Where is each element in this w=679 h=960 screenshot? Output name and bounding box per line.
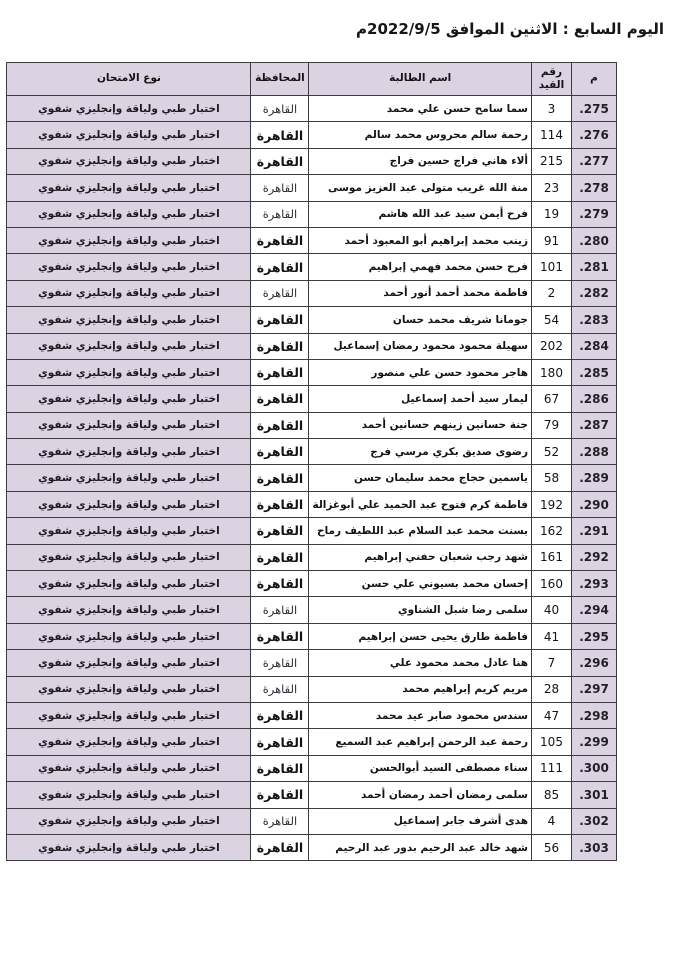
governorate-cell: القاهرة bbox=[251, 782, 309, 808]
header-exam-type: نوع الامتحان bbox=[7, 63, 251, 96]
registration-number-cell: 58 bbox=[532, 465, 572, 491]
student-name-cell: رحمة عبد الرحمن إبراهيم عبد السميع bbox=[309, 729, 532, 755]
governorate-cell: القاهرة bbox=[251, 702, 309, 728]
registration-number-cell: 202 bbox=[532, 333, 572, 359]
governorate-cell: القاهرة bbox=[251, 544, 309, 570]
registration-number-cell: 111 bbox=[532, 755, 572, 781]
governorate-cell: القاهرة bbox=[251, 650, 309, 676]
registration-number-cell: 67 bbox=[532, 386, 572, 412]
exam-type-cell: اختبار طبي ولياقة وإنجليزي شفوي bbox=[7, 597, 251, 623]
table-row bbox=[7, 280, 617, 306]
exam-type-cell: اختبار طبي ولياقة وإنجليزي شفوي bbox=[7, 834, 251, 860]
row-serial-cell: 291. bbox=[572, 518, 617, 544]
table-row bbox=[7, 122, 617, 148]
student-name-cell: سلمى رمضان أحمد رمضان أحمد bbox=[309, 782, 532, 808]
governorate-cell: القاهرة bbox=[251, 676, 309, 702]
student-name-cell: سناء مصطفى السيد أبوالحسن bbox=[309, 755, 532, 781]
table-row bbox=[7, 491, 617, 517]
row-serial-cell: 289. bbox=[572, 465, 617, 491]
student-name-cell: شهد رجب شعبان حفني إبراهيم bbox=[309, 544, 532, 570]
registration-number-cell: 47 bbox=[532, 702, 572, 728]
row-serial-cell: 281. bbox=[572, 254, 617, 280]
registration-number-cell: 7 bbox=[532, 650, 572, 676]
exam-type-cell: اختبار طبي ولياقة وإنجليزي شفوي bbox=[7, 333, 251, 359]
table-row bbox=[7, 544, 617, 570]
exam-type-cell: اختبار طبي ولياقة وإنجليزي شفوي bbox=[7, 465, 251, 491]
exam-type-cell: اختبار طبي ولياقة وإنجليزي شفوي bbox=[7, 676, 251, 702]
table-row bbox=[7, 782, 617, 808]
row-serial-cell: 279. bbox=[572, 201, 617, 227]
exam-type-cell: اختبار طبي ولياقة وإنجليزي شفوي bbox=[7, 227, 251, 253]
exam-type-cell: اختبار طبي ولياقة وإنجليزي شفوي bbox=[7, 782, 251, 808]
exam-type-cell: اختبار طبي ولياقة وإنجليزي شفوي bbox=[7, 755, 251, 781]
governorate-cell: القاهرة bbox=[251, 623, 309, 649]
exam-type-cell: اختبار طبي ولياقة وإنجليزي شفوي bbox=[7, 201, 251, 227]
table-row bbox=[7, 148, 617, 174]
header-registration-number: رقم القيد bbox=[532, 63, 572, 96]
exam-type-cell: اختبار طبي ولياقة وإنجليزي شفوي bbox=[7, 307, 251, 333]
governorate-cell: القاهرة bbox=[251, 333, 309, 359]
row-serial-cell: 296. bbox=[572, 650, 617, 676]
table-row bbox=[7, 834, 617, 860]
table-row bbox=[7, 201, 617, 227]
registration-number-cell: 40 bbox=[532, 597, 572, 623]
registration-number-cell: 180 bbox=[532, 359, 572, 385]
student-name-cell: جومانا شريف محمد حسان bbox=[309, 307, 532, 333]
row-serial-cell: 303. bbox=[572, 834, 617, 860]
row-serial-cell: 293. bbox=[572, 571, 617, 597]
registration-number-cell: 161 bbox=[532, 544, 572, 570]
student-name-cell: فاطمة كرم فتوح عبد الحميد علي أبوغزالة bbox=[309, 491, 532, 517]
registration-number-cell: 4 bbox=[532, 808, 572, 834]
registration-number-cell: 105 bbox=[532, 729, 572, 755]
table-row bbox=[7, 412, 617, 438]
row-serial-cell: 277. bbox=[572, 148, 617, 174]
governorate-cell: القاهرة bbox=[251, 465, 309, 491]
exam-type-cell: اختبار طبي ولياقة وإنجليزي شفوي bbox=[7, 491, 251, 517]
row-serial-cell: 287. bbox=[572, 412, 617, 438]
row-serial-cell: 294. bbox=[572, 597, 617, 623]
student-name-cell: سلمى رضا شبل الشناوي bbox=[309, 597, 532, 623]
student-name-cell: جنة حسانين زينهم حسانين أحمد bbox=[309, 412, 532, 438]
table-row bbox=[7, 254, 617, 280]
governorate-cell: القاهرة bbox=[251, 148, 309, 174]
row-serial-cell: 283. bbox=[572, 307, 617, 333]
table-row bbox=[7, 227, 617, 253]
exam-type-cell: اختبار طبي ولياقة وإنجليزي شفوي bbox=[7, 729, 251, 755]
row-serial-cell: 290. bbox=[572, 491, 617, 517]
row-serial-cell: 302. bbox=[572, 808, 617, 834]
row-serial-cell: 285. bbox=[572, 359, 617, 385]
table-row bbox=[7, 571, 617, 597]
row-serial-cell: 286. bbox=[572, 386, 617, 412]
governorate-cell: القاهرة bbox=[251, 227, 309, 253]
student-name-cell: هدى أشرف جابر إسماعيل bbox=[309, 808, 532, 834]
governorate-cell: القاهرة bbox=[251, 755, 309, 781]
exam-type-cell: اختبار طبي ولياقة وإنجليزي شفوي bbox=[7, 544, 251, 570]
registration-number-cell: 54 bbox=[532, 307, 572, 333]
student-name-cell: ليمار سيد أحمد إسماعيل bbox=[309, 386, 532, 412]
student-name-cell: زينب محمد إبراهيم أبو المعبود أحمد bbox=[309, 227, 532, 253]
exam-type-cell: اختبار طبي ولياقة وإنجليزي شفوي bbox=[7, 702, 251, 728]
registration-number-cell: 3 bbox=[532, 96, 572, 122]
exam-type-cell: اختبار طبي ولياقة وإنجليزي شفوي bbox=[7, 122, 251, 148]
row-serial-cell: 284. bbox=[572, 333, 617, 359]
table-row bbox=[7, 333, 617, 359]
exam-type-cell: اختبار طبي ولياقة وإنجليزي شفوي bbox=[7, 623, 251, 649]
page-title: اليوم السابع : الاثنين الموافق 2022/9/5م bbox=[356, 20, 664, 38]
governorate-cell: القاهرة bbox=[251, 359, 309, 385]
row-serial-cell: 292. bbox=[572, 544, 617, 570]
table-row bbox=[7, 518, 617, 544]
registration-number-cell: 114 bbox=[532, 122, 572, 148]
table-row bbox=[7, 729, 617, 755]
registration-number-cell: 79 bbox=[532, 412, 572, 438]
governorate-cell: القاهرة bbox=[251, 597, 309, 623]
governorate-cell: القاهرة bbox=[251, 96, 309, 122]
table-body bbox=[7, 96, 617, 861]
registration-number-cell: 23 bbox=[532, 175, 572, 201]
table-row bbox=[7, 465, 617, 491]
exam-type-cell: اختبار طبي ولياقة وإنجليزي شفوي bbox=[7, 386, 251, 412]
student-name-cell: سما سامح حسن علي محمد bbox=[309, 96, 532, 122]
governorate-cell: القاهرة bbox=[251, 254, 309, 280]
student-name-cell: رضوى صديق بكري مرسي فرج bbox=[309, 439, 532, 465]
row-serial-cell: 298. bbox=[572, 702, 617, 728]
student-name-cell: فاطمة طارق يحيى حسن إبراهيم bbox=[309, 623, 532, 649]
exam-type-cell: اختبار طبي ولياقة وإنجليزي شفوي bbox=[7, 280, 251, 306]
student-name-cell: فرح حسن محمد فهمي إبراهيم bbox=[309, 254, 532, 280]
table-row bbox=[7, 623, 617, 649]
row-serial-cell: 280. bbox=[572, 227, 617, 253]
registration-number-cell: 91 bbox=[532, 227, 572, 253]
table-row bbox=[7, 439, 617, 465]
exam-type-cell: اختبار طبي ولياقة وإنجليزي شفوي bbox=[7, 412, 251, 438]
table-row bbox=[7, 96, 617, 122]
table-row bbox=[7, 702, 617, 728]
governorate-cell: القاهرة bbox=[251, 518, 309, 544]
exam-type-cell: اختبار طبي ولياقة وإنجليزي شفوي bbox=[7, 650, 251, 676]
student-name-cell: بسنت محمد عبد السلام عبد اللطيف رماح bbox=[309, 518, 532, 544]
governorate-cell: القاهرة bbox=[251, 412, 309, 438]
exam-type-cell: اختبار طبي ولياقة وإنجليزي شفوي bbox=[7, 808, 251, 834]
student-name-cell: رحمة سالم محروس محمد سالم bbox=[309, 122, 532, 148]
student-name-cell: سهيلة محمود محمود رمضان إسماعيل bbox=[309, 333, 532, 359]
table-row bbox=[7, 175, 617, 201]
governorate-cell: القاهرة bbox=[251, 307, 309, 333]
governorate-cell: القاهرة bbox=[251, 201, 309, 227]
table-row bbox=[7, 650, 617, 676]
row-serial-cell: 275. bbox=[572, 96, 617, 122]
row-serial-cell: 297. bbox=[572, 676, 617, 702]
table-row bbox=[7, 386, 617, 412]
registration-number-cell: 85 bbox=[532, 782, 572, 808]
registration-number-cell: 2 bbox=[532, 280, 572, 306]
exam-type-cell: اختبار طبي ولياقة وإنجليزي شفوي bbox=[7, 96, 251, 122]
header-index: م bbox=[572, 63, 617, 96]
table-header bbox=[7, 63, 617, 96]
governorate-cell: القاهرة bbox=[251, 808, 309, 834]
row-serial-cell: 295. bbox=[572, 623, 617, 649]
student-name-cell: مريم كريم إبراهيم محمد bbox=[309, 676, 532, 702]
governorate-cell: القاهرة bbox=[251, 439, 309, 465]
registration-number-cell: 101 bbox=[532, 254, 572, 280]
exam-type-cell: اختبار طبي ولياقة وإنجليزي شفوي bbox=[7, 175, 251, 201]
row-serial-cell: 300. bbox=[572, 755, 617, 781]
header-student-name: اسم الطالبة bbox=[309, 63, 532, 96]
governorate-cell: القاهرة bbox=[251, 280, 309, 306]
table-row bbox=[7, 359, 617, 385]
student-name-cell: هنا عادل محمد محمود علي bbox=[309, 650, 532, 676]
registration-number-cell: 160 bbox=[532, 571, 572, 597]
row-serial-cell: 301. bbox=[572, 782, 617, 808]
table-row bbox=[7, 307, 617, 333]
table-row bbox=[7, 676, 617, 702]
registration-number-cell: 41 bbox=[532, 623, 572, 649]
student-name-cell: ألاء هاني فراج حسين فراج bbox=[309, 148, 532, 174]
registration-number-cell: 19 bbox=[532, 201, 572, 227]
exam-type-cell: اختبار طبي ولياقة وإنجليزي شفوي bbox=[7, 571, 251, 597]
table-row bbox=[7, 808, 617, 834]
governorate-cell: القاهرة bbox=[251, 175, 309, 201]
exam-type-cell: اختبار طبي ولياقة وإنجليزي شفوي bbox=[7, 518, 251, 544]
registration-number-cell: 192 bbox=[532, 491, 572, 517]
student-name-cell: منة الله غريب متولى عبد العزيز موسى bbox=[309, 175, 532, 201]
student-name-cell: فرح أيمن سيد عبد الله هاشم bbox=[309, 201, 532, 227]
student-name-cell: فاطمة محمد أحمد أنور أحمد bbox=[309, 280, 532, 306]
student-name-cell: إحسان محمد بسيوني علي حسن bbox=[309, 571, 532, 597]
registration-number-cell: 215 bbox=[532, 148, 572, 174]
exam-type-cell: اختبار طبي ولياقة وإنجليزي شفوي bbox=[7, 439, 251, 465]
row-serial-cell: 288. bbox=[572, 439, 617, 465]
row-serial-cell: 276. bbox=[572, 122, 617, 148]
row-serial-cell: 299. bbox=[572, 729, 617, 755]
registration-number-cell: 52 bbox=[532, 439, 572, 465]
header-row bbox=[7, 63, 617, 96]
table-row bbox=[7, 597, 617, 623]
exam-type-cell: اختبار طبي ولياقة وإنجليزي شفوي bbox=[7, 254, 251, 280]
student-name-cell: شهد خالد عبد الرحيم بدور عبد الرحيم bbox=[309, 834, 532, 860]
registration-number-cell: 162 bbox=[532, 518, 572, 544]
governorate-cell: القاهرة bbox=[251, 491, 309, 517]
table-row bbox=[7, 755, 617, 781]
governorate-cell: القاهرة bbox=[251, 122, 309, 148]
header-governorate: المحافظة bbox=[251, 63, 309, 96]
row-serial-cell: 278. bbox=[572, 175, 617, 201]
governorate-cell: القاهرة bbox=[251, 571, 309, 597]
governorate-cell: القاهرة bbox=[251, 729, 309, 755]
governorate-cell: القاهرة bbox=[251, 386, 309, 412]
registration-number-cell: 56 bbox=[532, 834, 572, 860]
registration-number-cell: 28 bbox=[532, 676, 572, 702]
student-name-cell: ياسمين حجاج محمد سليمان حسن bbox=[309, 465, 532, 491]
student-name-cell: هاجر محمود حسن علي منصور bbox=[309, 359, 532, 385]
exam-type-cell: اختبار طبي ولياقة وإنجليزي شفوي bbox=[7, 148, 251, 174]
governorate-cell: القاهرة bbox=[251, 834, 309, 860]
student-name-cell: سندس محمود صابر عيد محمد bbox=[309, 702, 532, 728]
row-serial-cell: 282. bbox=[572, 280, 617, 306]
exam-type-cell: اختبار طبي ولياقة وإنجليزي شفوي bbox=[7, 359, 251, 385]
students-table bbox=[6, 62, 617, 861]
